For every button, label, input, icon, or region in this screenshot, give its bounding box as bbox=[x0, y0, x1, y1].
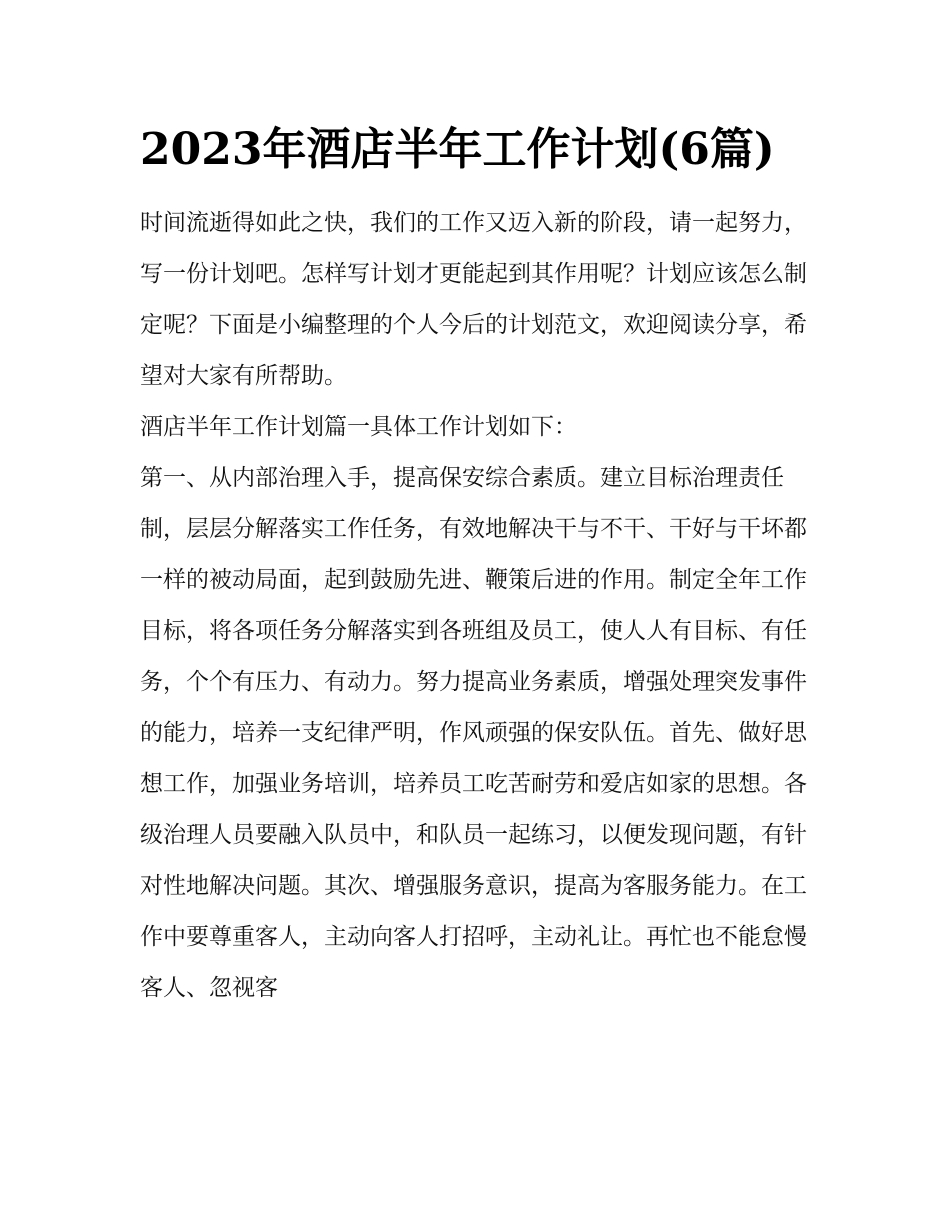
paragraph-item-one: 第一、从内部治理入手，提高保安综合素质。建立目标治理责任制，层层分解落实工作任务，有效地解决干与不干、干好与干坏都一样的被动局面，起到鼓励先进、鞭策后进的作用。制定全年工作目标，将各项任务分解落实到各班组及员工，使人人有目标、有任务，个个有压力、有动力。努力提高业务素质，增强处理突发事件的能力，培养一支纪律严明，作风顽强的保安队伍。首先、做好思想工作，加强业务培训，培养员工吃苦耐劳和爱店如家的思想。各级治理人员要融入队员中，和队员一起练习，以便发现问题，有针对性地解决问题。其次、增强服务意识，提高为客服务能力。在工作中要尊重客人，主动向客人打招呼，主动礼让。再忙也不能怠慢客人、忽视客 bbox=[140, 465, 807, 1001]
paragraph-intro: 时间流逝得如此之快，我们的工作又迈入新的阶段，请一起努力，写一份计划吧。怎样写计划才更能起到其作用呢？计划应该怎么制定呢？下面是小编整理的个人今后的计划范文，欢迎阅读分享，希望对大家有所帮助。 bbox=[140, 210, 807, 389]
document-body bbox=[140, 198, 812, 1014]
document-title: 2023年酒店半年工作计划(6篇) bbox=[140, 124, 775, 175]
paragraph-section-heading: 酒店半年工作计划篇一具体工作计划如下： bbox=[140, 414, 577, 440]
document-content bbox=[140, 118, 812, 1014]
